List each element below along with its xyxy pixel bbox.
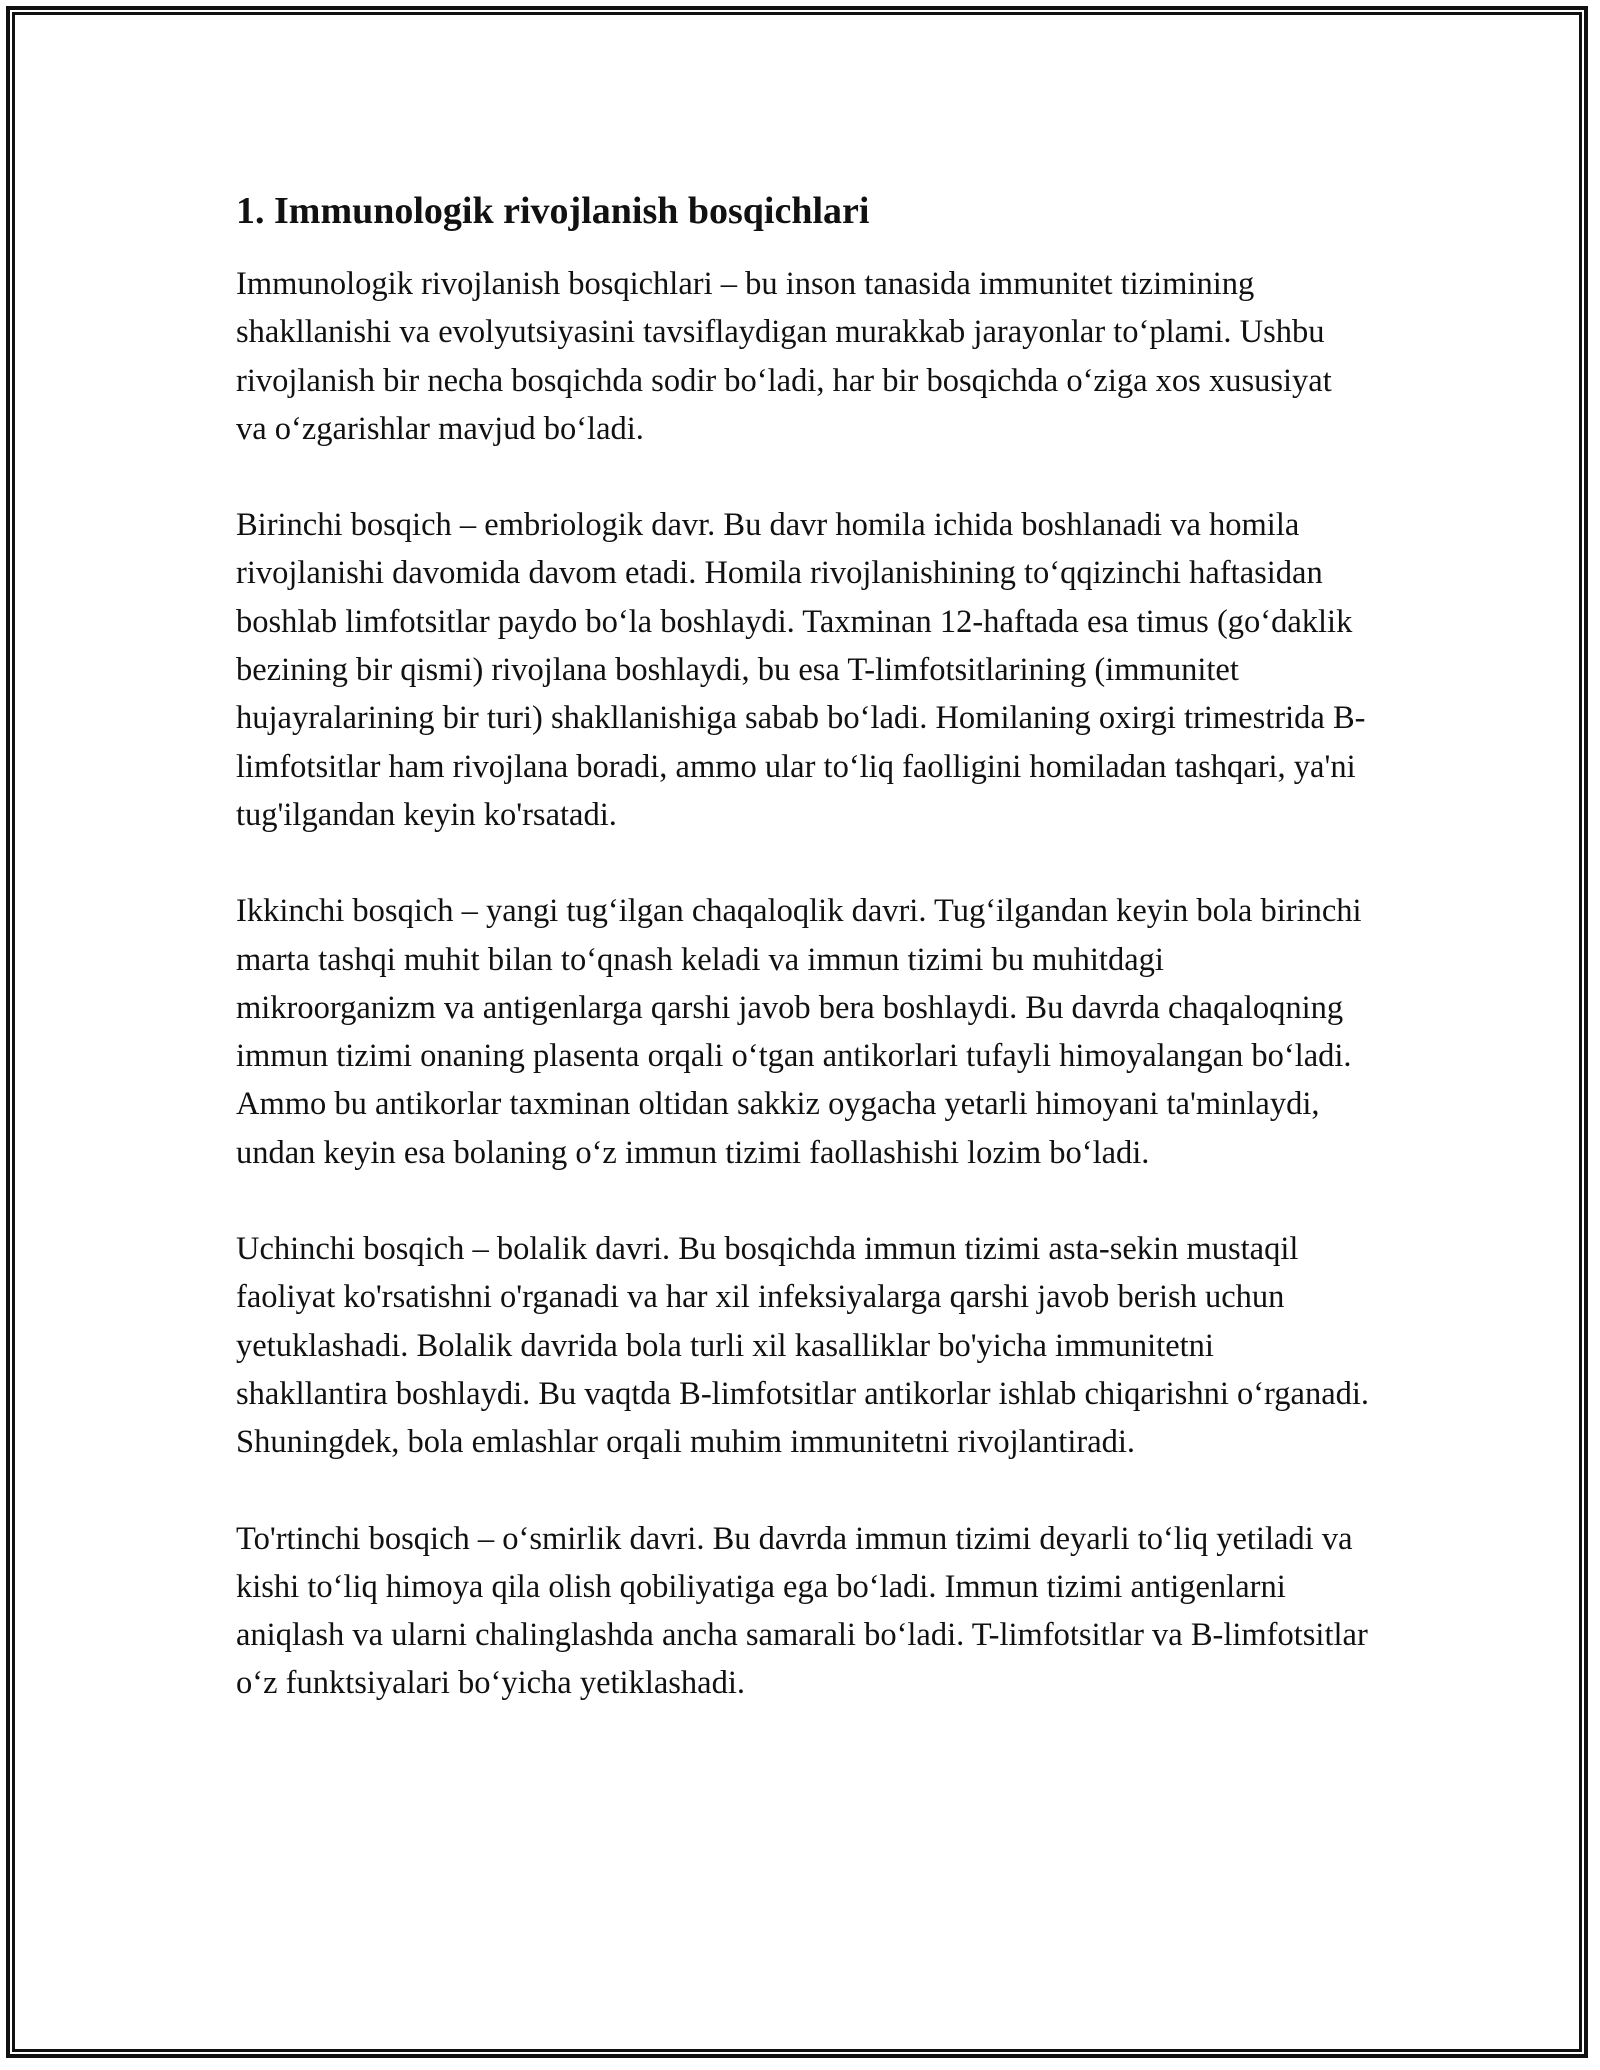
section-heading: 1. Immunologik rivojlanish bosqichlari xyxy=(236,190,870,232)
paragraph-stage-1: Birinchi bosqich – embriologik davr. Bu davr homila ichida boshlanadi va homila rivojlanishi davomida davom etadi. Homila rivojlanishining to‘qqizinchi haftasidan boshlab limfotsitlar paydo bo‘la boshlaydi. Taxminan 12-haftada esa timus (go‘daklik bezining bir qismi) rivojlana boshlaydi, bu esa T-limfotsitlarining (immunitet hujayralarining bir turi) shakllanishiga sabab bo‘ladi. Homilaning oxirgi trimestrida B-limfotsitlar ham rivojlana boradi, ammo ular to‘liq faolligini homiladan tashqari, ya'ni tug'ilgandan keyin ko'rsatadi. xyxy=(236,507,1366,833)
paragraph-stage-2: Ikkinchi bosqich – yangi tug‘ilgan chaqaloqlik davri. Tug‘ilgandan keyin bola birinchi marta tashqi muhit bilan to‘qnash keladi va immun tizimi bu muhitdagi mikroorganizm va antigenlarga qarshi javob bera boshlaydi. Bu davrda chaqaloqning immun tizimi onaning plasenta orqali o‘tgan antikorlari tufayli himoyalangan bo‘ladi. Ammo bu antikorlar taxminan oltidan sakkiz oygacha yetarli himoyani ta'minlaydi, undan keyin esa bolaning o‘z immun tizimi faollashishi lozim bo‘ladi. xyxy=(236,893,1362,1171)
document-body xyxy=(236,186,1370,1756)
paragraph-stage-3: Uchinchi bosqich – bolalik davri. Bu bosqichda immun tizimi asta-sekin mustaqil faoliyat ko'rsatishni o'rganadi va har xil infeksiyalarga qarshi javob berish uchun yetuklashadi. Bolalik davrida bola turli xil kasalliklar bo'yicha immunitetni shakllantira boshlaydi. Bu vaqtda B-limfotsitlar antikorlar ishlab chiqarishni o‘rganadi. Shuningdek, bola emlashlar orqali muhim immunitetni rivojlantiradi. xyxy=(236,1231,1370,1461)
paragraph-stage-4: To'rtinchi bosqich – o‘smirlik davri. Bu davrda immun tizimi deyarli to‘liq yetiladi va kishi to‘liq himoya qila olish qobiliyatiga ega bo‘ladi. Immun tizimi antigenlarni aniqlash va ularni chalinglashda ancha samarali bo‘ladi. T-limfotsitlar va B-limfotsitlar o‘z funktsiyalari bo‘yicha yetiklashadi. xyxy=(236,1520,1368,1702)
paragraph-intro: Immunologik rivojlanish bosqichlari – bu inson tanasida immunitet tizimining shakllanishi va evolyutsiyasini tavsiflaydigan murakkab jarayonlar to‘plami. Ushbu rivojlanish bir necha bosqichda sodir bo‘ladi, har bir bosqichda o‘ziga xos xususiyat va o‘zgarishlar mavjud bo‘ladi. xyxy=(236,266,1332,447)
